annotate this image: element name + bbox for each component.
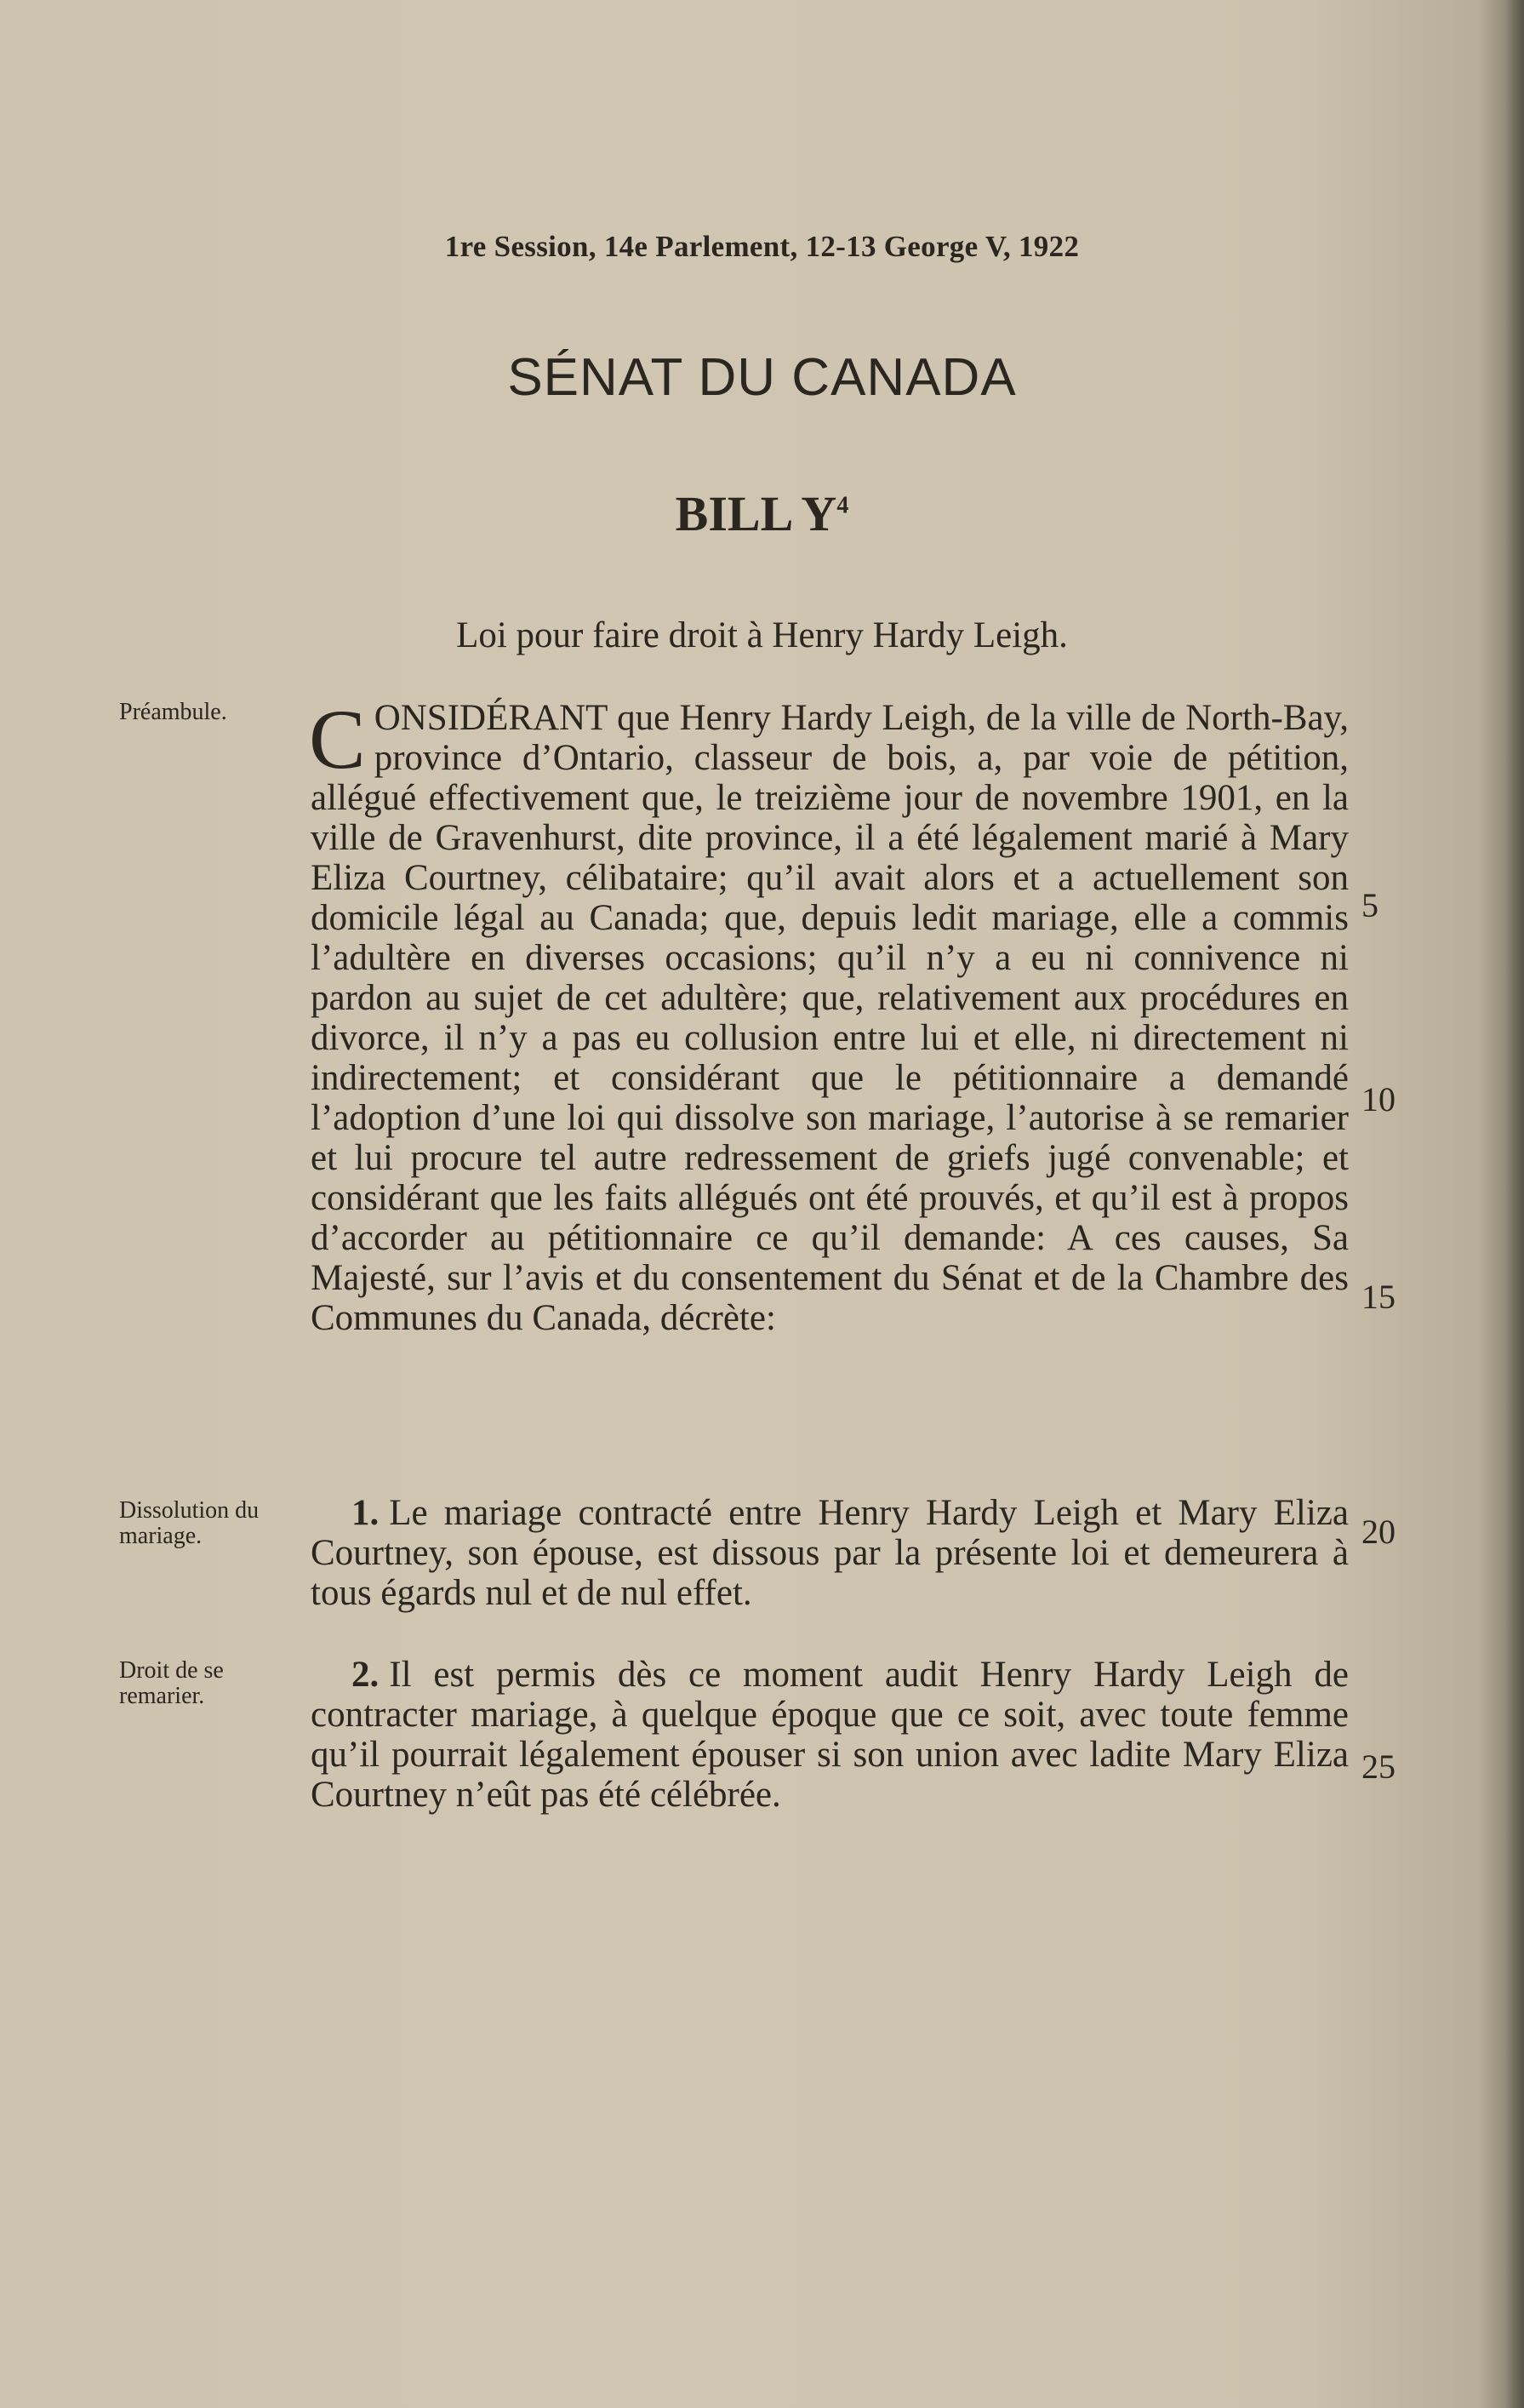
line-number-10: 10 <box>1361 1080 1396 1118</box>
margin-note-dissolution: Dissolution du mariage. <box>119 1497 260 1549</box>
article-1-text: Le mariage contracté entre Henry Hardy Leigh et Mary Eliza Courtney, son épouse, est dissous par la présente loi et demeurera à tous égards nul et de nul effet. <box>311 1493 1349 1613</box>
article-2-number: 2. <box>351 1655 380 1695</box>
bill-label: BILL Y <box>675 486 837 541</box>
preamble-dropcap: C <box>309 692 366 786</box>
article-1-number: 1. <box>351 1493 380 1533</box>
bill-superscript: 4 <box>836 492 849 519</box>
margin-note-preamble: Préambule. <box>119 699 227 725</box>
bill-heading <box>0 485 1524 542</box>
line-number-20: 20 <box>1361 1513 1396 1551</box>
preamble-paragraph <box>309 692 1349 1338</box>
margin-note-remarry: Droit de se remarier. <box>119 1657 224 1709</box>
senate-heading: SÉNAT DU CANADA <box>507 348 1017 407</box>
bill-title: Loi pour faire droit à Henry Hardy Leigh. <box>456 615 1068 655</box>
line-number-5: 5 <box>1361 886 1378 924</box>
article-2 <box>311 1655 1349 1815</box>
article-2-text: Il est permis dès ce moment audit Henry Hardy Leigh de contracter mariage, à quelque époque que ce soit, avec toute femme qu’il pourrait légalement épouser si son union avec ladite Mary Eliza Courtney n’eût pas été célébrée. <box>311 1655 1349 1815</box>
preamble-text: ONSIDÉRANT que Henry Hardy Leigh, de la ville de North-Bay, province d’Ontario, classeur de bois, a, par voie de pétition, allégué effectivement que, le treizième jour de novembre 1901, en la ville de Gravenhurst, dite province, il a été légalement marié à Mary Eliza Courtney, célibataire; qu’il avait alors et a actuellement son domicile légal au Canada; que, depuis ledit mariage, elle a commis l’adultère en diverses occasions; qu’il n’y a eu ni connivence ni pardon au sujet de cet adultère; que, relativement aux procédures en divorce, il n’y a pas eu collusion entre lui et elle, ni directement ni indirectement; et considérant que le pétitionnaire a demandé l’adoption d’une loi qui dissolve son mariage, l’autorise à se remarier et lui procure tel autre redressement de griefs jugé convenable; et considérant que les faits allégués ont été prouvés, et qu’il est à propos d’accorder au pétitionnaire ce qu’il demande: A ces causes, Sa Majesté, sur l’avis et du consentement du Sénat et de la Chambre des Communes du Canada, décrète: <box>311 698 1349 1338</box>
article-1 <box>311 1493 1349 1613</box>
line-number-15: 15 <box>1361 1278 1396 1316</box>
line-number-25: 25 <box>1361 1747 1396 1786</box>
session-heading: 1re Session, 14e Parlement, 12-13 George V, 1922 <box>444 230 1080 263</box>
